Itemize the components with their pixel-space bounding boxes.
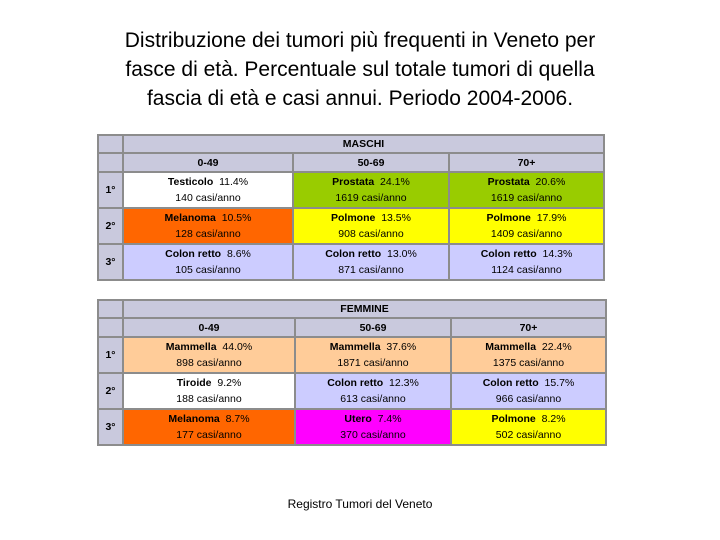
- page-title: [40, 26, 680, 113]
- site-name: Colon retto: [482, 377, 539, 389]
- cases-per-year: 177 casi/anno: [176, 429, 242, 441]
- site-percent: 11.4%: [219, 176, 249, 188]
- cases-per-year: 908 casi/anno: [338, 228, 404, 240]
- rank-label: 2°: [99, 209, 122, 243]
- site-name: Testicolo: [167, 176, 214, 188]
- rank-label: 2°: [99, 374, 122, 408]
- site-percent: 20.6%: [535, 176, 566, 188]
- site-name: Mammella: [329, 341, 381, 353]
- cases-per-year: 370 casi/anno: [340, 429, 406, 441]
- site-percent: 8.2%: [541, 413, 566, 425]
- site-name: Prostata: [487, 176, 530, 188]
- tumor-cell: [124, 410, 294, 444]
- age-group-header: 0-49: [124, 154, 292, 171]
- site-percent: 17.9%: [536, 212, 567, 224]
- cases-per-year: 1375 casi/anno: [492, 357, 565, 369]
- rank-label: 3°: [99, 245, 122, 279]
- cases-per-year: 1871 casi/anno: [337, 357, 409, 369]
- rank-label: 3°: [99, 410, 122, 444]
- cases-per-year: 502 casi/anno: [495, 429, 562, 441]
- table-femmine: [97, 299, 607, 446]
- tumor-cell: [450, 209, 603, 243]
- age-group-header: 50-69: [294, 154, 448, 171]
- table-maschi: [97, 134, 605, 281]
- site-percent: 13.0%: [387, 248, 417, 260]
- site-name: Utero: [344, 413, 372, 425]
- site-name: Colon retto: [327, 377, 384, 389]
- site-name: Colon retto: [480, 248, 537, 260]
- site-name: Polmone: [491, 413, 536, 425]
- source-footer: Registro Tumori del Veneto: [287, 497, 433, 511]
- site-name: Melanoma: [168, 413, 220, 425]
- cases-per-year: 140 casi/anno: [175, 192, 241, 204]
- site-name: Mammella: [165, 341, 217, 353]
- age-group-header: 0-49: [124, 319, 294, 336]
- tumor-cell: [296, 338, 450, 372]
- site-percent: 7.4%: [377, 413, 402, 425]
- table-corner: [99, 301, 122, 317]
- site-percent: 8.6%: [226, 248, 251, 260]
- cases-per-year: 1619 casi/anno: [335, 192, 407, 204]
- cases-per-year: 105 casi/anno: [175, 264, 241, 276]
- age-group-header: 50-69: [296, 319, 450, 336]
- site-percent: 37.6%: [386, 341, 417, 353]
- rank-label: 1°: [99, 338, 122, 372]
- age-group-header: 70+: [450, 154, 603, 171]
- tumor-cell: [294, 173, 448, 207]
- rank-label: 1°: [99, 173, 122, 207]
- tumor-cell: [124, 209, 292, 243]
- tumor-cell: [452, 338, 605, 372]
- cases-per-year: 1409 casi/anno: [490, 228, 563, 240]
- cases-per-year: 966 casi/anno: [495, 393, 562, 405]
- cases-per-year: 1619 casi/anno: [490, 192, 563, 204]
- cases-per-year: 898 casi/anno: [176, 357, 242, 369]
- site-percent: 9.2%: [217, 377, 242, 389]
- tumor-cell: [294, 245, 448, 279]
- age-group-header: 70+: [452, 319, 605, 336]
- title-line-1: Distribuzione dei tumori più frequenti in Veneto per: [124, 29, 596, 52]
- tumor-cell: [124, 374, 294, 408]
- site-percent: 12.3%: [389, 377, 419, 389]
- site-name: Polmone: [486, 212, 531, 224]
- site-percent: 22.4%: [541, 341, 572, 353]
- title-line-3: fascia di età e casi annui. Periodo 2004-2006.: [146, 87, 574, 110]
- tumor-cell: [450, 245, 603, 279]
- site-name: Colon retto: [165, 248, 222, 260]
- tumor-cell: [452, 410, 605, 444]
- tumor-cell: [296, 410, 450, 444]
- site-name: Tiroide: [176, 377, 212, 389]
- table-heading: MASCHI: [124, 136, 603, 152]
- site-percent: 24.1%: [380, 176, 410, 188]
- cases-per-year: 188 casi/anno: [176, 393, 242, 405]
- site-percent: 14.3%: [542, 248, 573, 260]
- tumor-cell: [296, 374, 450, 408]
- site-percent: 10.5%: [221, 212, 252, 224]
- table-corner: [99, 154, 122, 171]
- tumor-cell: [124, 173, 292, 207]
- site-percent: 44.0%: [222, 341, 253, 353]
- site-percent: 13.5%: [381, 212, 411, 224]
- site-name: Polmone: [331, 212, 376, 224]
- site-percent: 8.7%: [225, 413, 250, 425]
- cases-per-year: 613 casi/anno: [340, 393, 406, 405]
- table-corner: [99, 319, 122, 336]
- site-name: Prostata: [332, 176, 375, 188]
- site-percent: 15.7%: [544, 377, 575, 389]
- cases-per-year: 871 casi/anno: [338, 264, 404, 276]
- title-line-2: fasce di età. Percentuale sul totale tumori di quella: [125, 58, 595, 81]
- table-heading: FEMMINE: [124, 301, 605, 317]
- tumor-cell: [294, 209, 448, 243]
- site-name: Melanoma: [164, 212, 216, 224]
- tumor-cell: [124, 245, 292, 279]
- tumor-cell: [124, 338, 294, 372]
- tumor-cell: [450, 173, 603, 207]
- cases-per-year: 128 casi/anno: [175, 228, 241, 240]
- site-name: Mammella: [485, 341, 537, 353]
- table-corner: [99, 136, 122, 152]
- cases-per-year: 1124 casi/anno: [491, 264, 562, 276]
- site-name: Colon retto: [325, 248, 382, 260]
- tumor-cell: [452, 374, 605, 408]
